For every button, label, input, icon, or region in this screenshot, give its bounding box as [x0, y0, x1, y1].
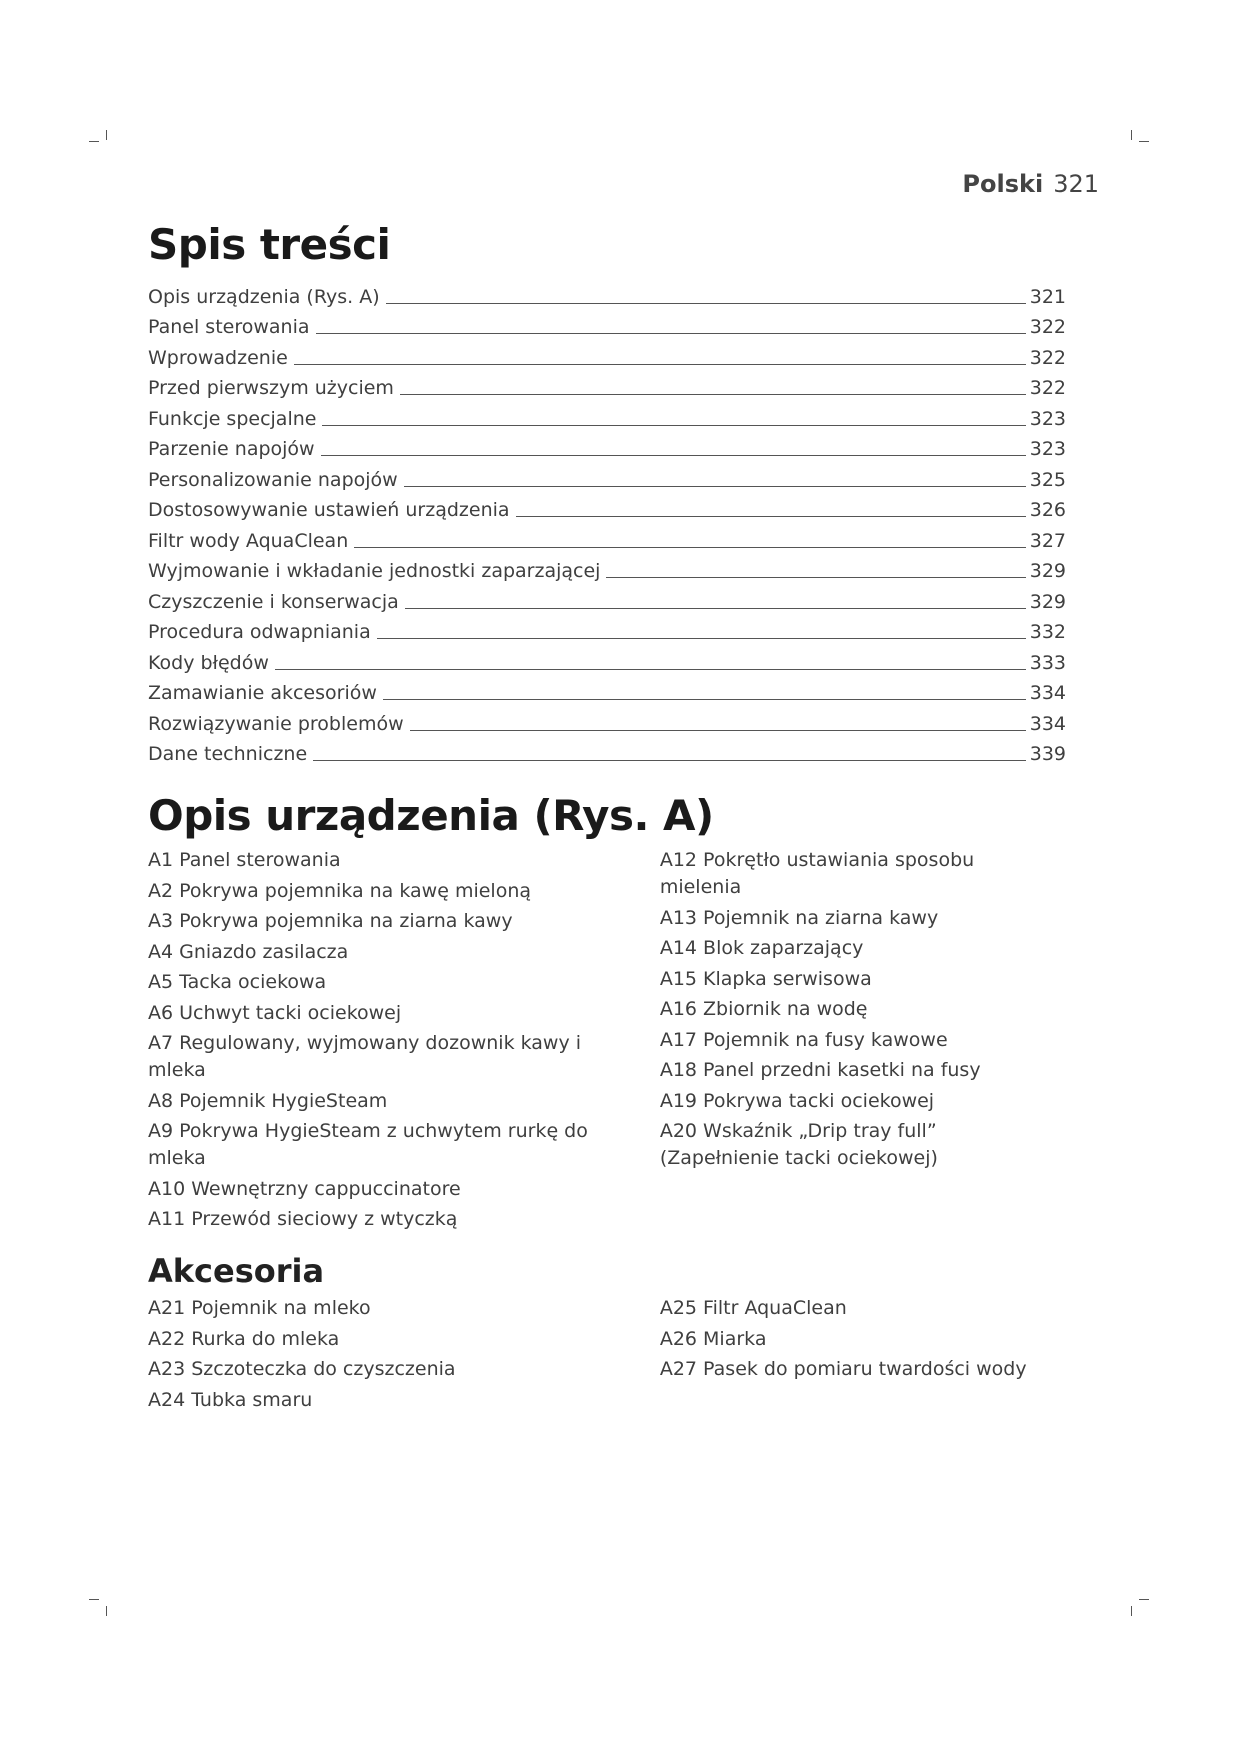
part-list-item: A25 Filtr AquaClean [659, 1297, 847, 1320]
part-list-item: A26 Miarka [659, 1327, 767, 1350]
part-list-item: A16 Zbiornik na wodę [659, 998, 868, 1021]
toc-entry[interactable] [148, 431, 1066, 462]
part-list-item: A1 Panel sterowania [148, 849, 341, 872]
toc-entry-page: 327 [1029, 529, 1066, 552]
page-header [962, 170, 1099, 198]
toc-entry-page: 323 [1029, 438, 1066, 461]
part-list-item: A23 Szczoteczka do czyszczenia [148, 1358, 456, 1381]
toc-entry-page: 333 [1029, 651, 1066, 674]
description-right-column [660, 847, 1088, 1237]
part-list-item: A2 Pokrywa pojemnika na kawę mieloną [148, 879, 532, 902]
toc-entry-title: Rozwiązywanie problemów [148, 712, 404, 735]
toc-title: Spis treści [148, 220, 391, 269]
part-list-item: A7 Regulowany, wyjmowany dozownik kawy i mleka [148, 1032, 582, 1082]
toc-entry[interactable] [148, 278, 1066, 309]
toc-entry-page: 322 [1029, 377, 1066, 400]
toc-entry-page: 334 [1029, 682, 1066, 705]
toc-entry[interactable] [148, 309, 1066, 340]
toc-leader-line [377, 638, 1026, 639]
toc-entry-title: Przed pierwszym użyciem [148, 377, 394, 400]
part-list-item: A22 Rurka do mleka [148, 1327, 340, 1350]
toc-entry-page: 323 [1029, 407, 1066, 430]
toc-entry[interactable] [148, 583, 1066, 614]
accessories-section [148, 1254, 1088, 1417]
part-list-item: A11 Przewód sieciowy z wtyczką [148, 1208, 458, 1231]
toc-entry-title: Procedura odwapniania [148, 621, 371, 644]
toc-leader-line [321, 455, 1026, 456]
toc-entry-title: Dane techniczne [148, 743, 308, 766]
part-list-item: A20 Wskaźnik „Drip tray full” (Zapełnienie tacki ociekowej) [659, 1120, 938, 1170]
device-description-section [148, 793, 1088, 1237]
toc-leader-line [354, 547, 1025, 548]
toc-entry[interactable] [148, 705, 1066, 736]
toc-entry-page: 326 [1029, 499, 1066, 522]
toc-entry[interactable] [148, 522, 1066, 553]
toc-entry[interactable] [148, 644, 1066, 675]
toc-entry-title: Filtr wody AquaClean [148, 529, 349, 552]
part-list-item: A6 Uchwyt tacki ociekowej [148, 1001, 402, 1024]
toc-entry-title: Parzenie napojów [148, 438, 315, 461]
toc-entry[interactable] [148, 736, 1066, 767]
part-list-item: A13 Pojemnik na ziarna kawy [659, 906, 939, 929]
part-list-item: A15 Klapka serwisowa [659, 967, 872, 990]
description-left-column [148, 847, 660, 1237]
toc-entry[interactable] [148, 461, 1066, 492]
toc-list [148, 278, 1066, 766]
toc-leader-line [316, 333, 1026, 334]
toc-leader-line [322, 425, 1025, 426]
toc-entry[interactable] [148, 370, 1066, 401]
toc-entry-title: Zamawianie akcesoriów [148, 682, 377, 705]
toc-leader-line [404, 486, 1026, 487]
toc-leader-line [606, 577, 1025, 578]
table-of-contents [148, 222, 1066, 766]
part-list-item: A24 Tubka smaru [148, 1388, 313, 1411]
toc-entry-page: 321 [1029, 285, 1066, 308]
toc-leader-line [386, 303, 1026, 304]
part-list-item: A4 Gniazdo zasilacza [148, 940, 349, 963]
part-list-item: A10 Wewnętrzny cappuccinatore [148, 1177, 461, 1200]
part-list-item: A3 Pokrywa pojemnika na ziarna kawy [148, 910, 513, 933]
toc-leader-line [383, 699, 1026, 700]
part-list-item: A5 Tacka ociekowa [148, 971, 327, 994]
toc-leader-line [410, 730, 1026, 731]
toc-entry-title: Czyszczenie i konserwacja [148, 590, 399, 613]
part-list-item: A8 Pojemnik HygieSteam [148, 1089, 388, 1112]
toc-entry[interactable] [148, 492, 1066, 523]
toc-leader-line [400, 394, 1026, 395]
toc-entry-title: Funkcje specjalne [148, 407, 317, 430]
toc-entry[interactable] [148, 400, 1066, 431]
accessories-right-column [660, 1295, 1088, 1417]
part-list-item: A19 Pokrywa tacki ociekowej [659, 1089, 935, 1112]
device-description-title: Opis urządzenia (Rys. A) [148, 791, 714, 840]
toc-leader-line [275, 669, 1026, 670]
part-list-item: A9 Pokrywa HygieSteam z uchwytem rurkę do mleka [148, 1120, 588, 1170]
toc-entry-title: Dostosowywanie ustawień urządzenia [148, 499, 510, 522]
part-list-item: A17 Pojemnik na fusy kawowe [659, 1028, 948, 1051]
part-list-item: A18 Panel przedni kasetki na fusy [659, 1059, 981, 1082]
page-language: Polski [962, 170, 1044, 198]
toc-entry-title: Wprowadzenie [148, 346, 288, 369]
toc-entry-page: 332 [1029, 621, 1066, 644]
part-list-item: A14 Blok zaparzający [659, 937, 864, 960]
toc-entry-title: Panel sterowania [148, 316, 310, 339]
toc-entry-title: Personalizowanie napojów [148, 468, 398, 491]
toc-entry-page: 329 [1029, 560, 1066, 583]
toc-entry-page: 339 [1029, 743, 1066, 766]
page-number: 321 [1053, 170, 1099, 198]
toc-entry[interactable] [148, 339, 1066, 370]
toc-entry-page: 334 [1029, 712, 1066, 735]
toc-entry[interactable] [148, 553, 1066, 584]
part-list-item: A12 Pokrętło ustawiania sposobu mielenia [659, 849, 975, 899]
toc-leader-line [405, 608, 1026, 609]
toc-entry[interactable] [148, 614, 1066, 645]
toc-entry-page: 322 [1029, 316, 1066, 339]
toc-leader-line [313, 760, 1026, 761]
toc-leader-line [516, 516, 1026, 517]
accessories-left-column [148, 1295, 660, 1417]
toc-entry-page: 329 [1029, 590, 1066, 613]
toc-entry-page: 322 [1029, 346, 1066, 369]
toc-entry-page: 325 [1029, 468, 1066, 491]
toc-entry[interactable] [148, 675, 1066, 706]
toc-leader-line [294, 364, 1026, 365]
toc-entry-title: Opis urządzenia (Rys. A) [148, 285, 380, 308]
part-list-item: A21 Pojemnik na mleko [148, 1297, 371, 1320]
toc-entry-title: Kody błędów [148, 651, 269, 674]
accessories-title: Akcesoria [148, 1252, 325, 1290]
part-list-item: A27 Pasek do pomiaru twardości wody [659, 1358, 1027, 1381]
toc-entry-title: Wyjmowanie i wkładanie jednostki zaparzającej [148, 560, 601, 583]
